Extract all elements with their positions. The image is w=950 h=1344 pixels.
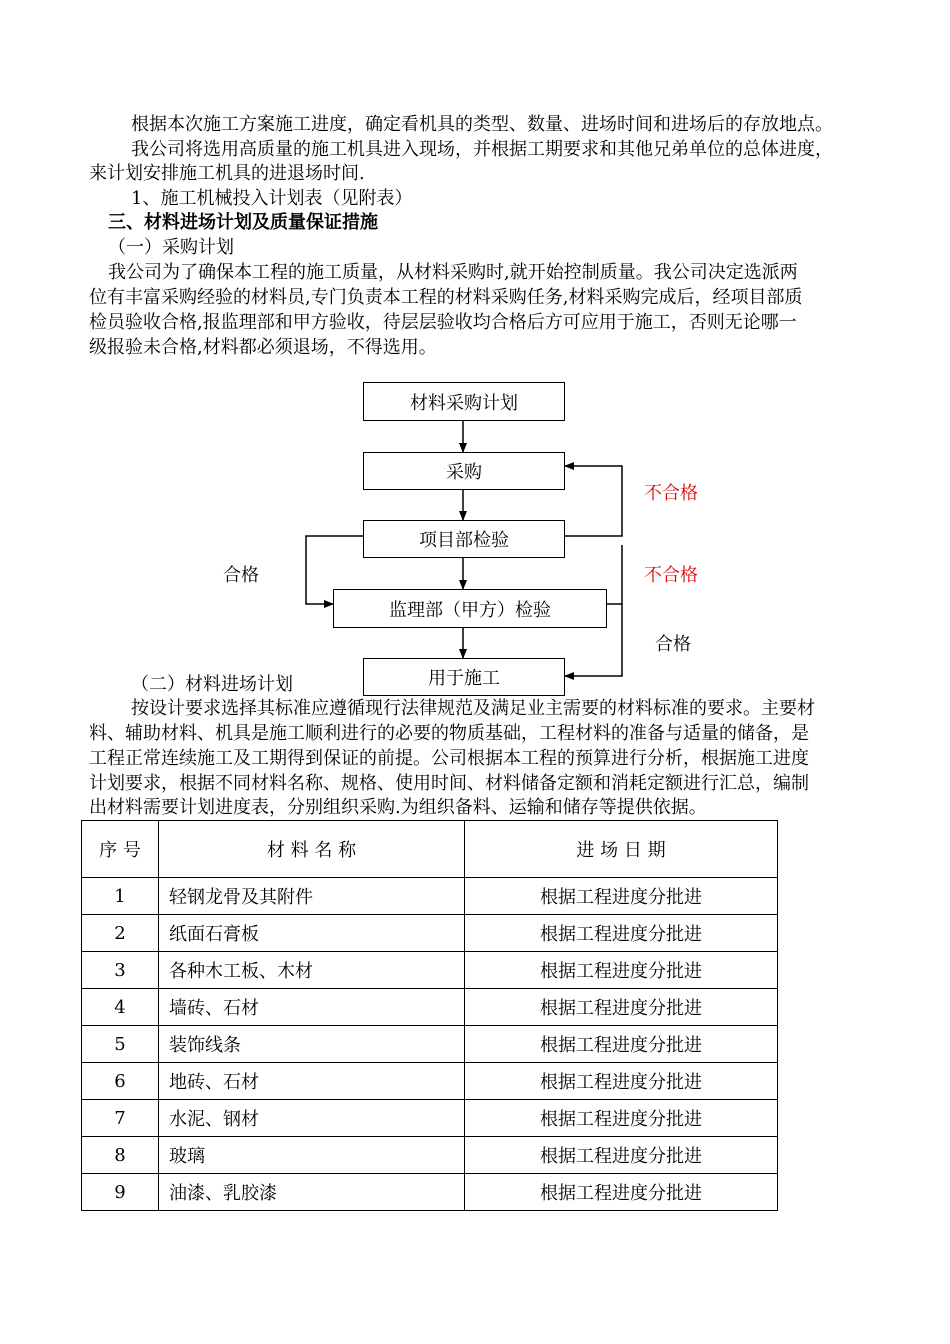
cell-date: 根据工程进度分批进 — [465, 1137, 778, 1174]
subsection-1-title: （一）采购计划 — [108, 237, 234, 258]
cell-name: 玻璃 — [159, 1137, 465, 1174]
label-pass-right: 合格 — [655, 634, 691, 655]
paragraph-3-line-3: 工程正常连续施工及工期得到保证的前提。公司根据本工程的预算进行分析，根据施工进度 — [89, 748, 809, 769]
paragraph-3-line-2: 料、辅助材料、机具是施工顺利进行的必要的物质基础，工程材料的准备与适量的储备，是 — [89, 723, 809, 744]
cell-no: 2 — [82, 915, 159, 952]
paragraph-1-line-1: 根据本次施工方案施工进度，确定看机具的类型、数量、进场时间和进场后的存放地点。 — [131, 114, 833, 135]
cell-name: 墙砖、石材 — [159, 989, 465, 1026]
cell-no: 3 — [82, 952, 159, 989]
cell-name: 装饰线条 — [159, 1026, 465, 1063]
table-row — [82, 1137, 778, 1174]
label-fail-1: 不合格 — [644, 483, 698, 504]
header-name: 材 料 名 称 — [159, 821, 465, 878]
paragraph-1-line-2: 我公司将选用高质量的施工机具进入现场，并根据工期要求和其他兄弟单位的总体进度， — [131, 139, 833, 160]
label-fail-2: 不合格 — [644, 565, 698, 586]
table-row — [82, 878, 778, 915]
table-row — [82, 952, 778, 989]
cell-name: 纸面石膏板 — [159, 915, 465, 952]
paragraph-2-line-1: 我公司为了确保本工程的施工质量，从材料采购时,就开始控制质量。我公司决定选派两 — [108, 262, 798, 283]
flow-step-purchase-plan: 材料采购计划 — [363, 382, 565, 421]
cell-no: 4 — [82, 989, 159, 1026]
cell-date: 根据工程进度分批进 — [465, 1174, 778, 1211]
table-row — [82, 1063, 778, 1100]
paragraph-1-line-3: 来计划安排施工机具的进退场时间. — [89, 163, 365, 184]
header-no: 序 号 — [82, 821, 159, 878]
header-date: 进 场 日 期 — [465, 821, 778, 878]
cell-no: 9 — [82, 1174, 159, 1211]
subsection-2-title: （二）材料进场计划 — [131, 674, 293, 695]
cell-date: 根据工程进度分批进 — [465, 915, 778, 952]
table-row — [82, 915, 778, 952]
table-header-row — [82, 821, 778, 878]
table-row — [82, 1174, 778, 1211]
flow-step-use-in-construction: 用于施工 — [363, 658, 565, 696]
cell-no: 6 — [82, 1063, 159, 1100]
cell-name: 油漆、乳胶漆 — [159, 1174, 465, 1211]
cell-name: 各种木工板、木材 — [159, 952, 465, 989]
cell-name: 地砖、石材 — [159, 1063, 465, 1100]
cell-no: 5 — [82, 1026, 159, 1063]
cell-name: 水泥、钢材 — [159, 1100, 465, 1137]
cell-no: 8 — [82, 1137, 159, 1174]
table-row — [82, 1100, 778, 1137]
paragraph-2-line-4: 级报验未合格,材料都必须退场，不得选用。 — [89, 337, 437, 358]
cell-date: 根据工程进度分批进 — [465, 989, 778, 1026]
flow-step-dept-inspection: 项目部检验 — [363, 520, 565, 558]
section-3-title: 三、材料进场计划及质量保证措施 — [108, 212, 378, 233]
flow-step-supervisor-inspection: 监理部（甲方）检验 — [333, 589, 607, 628]
cell-date: 根据工程进度分批进 — [465, 952, 778, 989]
paragraph-3-line-1: 按设计要求选择其标准应遵循现行法律规范及满足业主需要的材料标准的要求。主要材 — [131, 698, 815, 719]
label-pass-left: 合格 — [223, 565, 259, 586]
paragraph-3-line-4: 计划要求，根据不同材料名称、规格、使用时间、材料储备定额和消耗定额进行汇总，编制 — [89, 773, 809, 794]
cell-date: 根据工程进度分批进 — [465, 1063, 778, 1100]
cell-date: 根据工程进度分批进 — [465, 1026, 778, 1063]
paragraph-1-line-4: 1、施工机械投入计划表（见附表） — [131, 188, 413, 209]
flow-step-purchase: 采购 — [363, 452, 565, 490]
paragraph-2-line-3: 检员验收合格,报监理部和甲方验收，待层层验收均合格后方可应用于施工，否则无论哪一 — [89, 312, 797, 333]
loop-fail-1 — [565, 466, 622, 536]
table-row — [82, 1026, 778, 1063]
cell-no: 1 — [82, 878, 159, 915]
cell-date: 根据工程进度分批进 — [465, 1100, 778, 1137]
cell-date: 根据工程进度分批进 — [465, 878, 778, 915]
table-row — [82, 989, 778, 1026]
cell-no: 7 — [82, 1100, 159, 1137]
paragraph-3-line-5: 出材料需要计划进度表，分别组织采购.为组织备料、运输和储存等提供依据。 — [89, 797, 707, 818]
paragraph-2-line-2: 位有丰富采购经验的材料员,专门负责本工程的材料采购任务,材料采购完成后，经项目部质 — [89, 287, 803, 308]
materials-table — [81, 820, 778, 1211]
cell-name: 轻钢龙骨及其附件 — [159, 878, 465, 915]
loop-fail-2 — [607, 545, 622, 604]
